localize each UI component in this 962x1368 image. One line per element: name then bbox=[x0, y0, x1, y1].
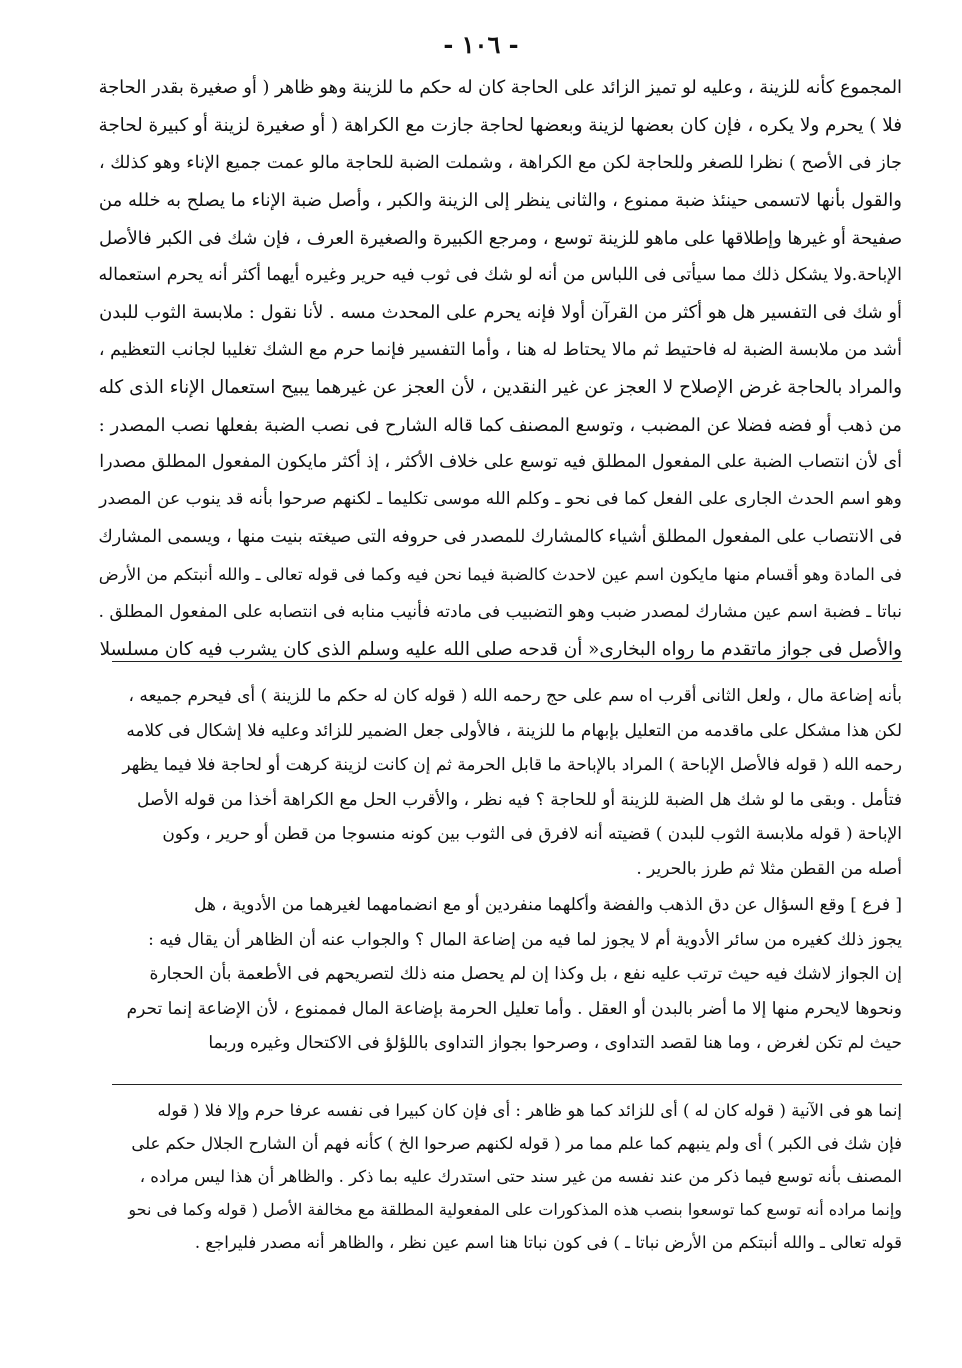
main-text-line: فى المادة وهو أقسام منها مايكون اسم عين لاحدث كالضبة فيما نحن فيه وكما فى قوله تعالى ـ والله أنبتكم من الأرض bbox=[98, 565, 902, 585]
footnote-line: فتأمل . وبقى ما لو شك هل الضبة للزينة أو للحاجة ؟ فيه نظر ، والأقرب الحل مع الكراهة أخذا من قوله الأصل bbox=[137, 789, 902, 810]
footnote-line: ونحوها لايحرم منها إلا ما أضر بالبدن أو العقل . وأما تعليل الحرمة بإضاعة المال فممنوع ، لأن الإضاعة إنما تحرم bbox=[126, 998, 902, 1019]
main-text-line: جاز فى الأصح ) نظرا للصغر وللحاجة لكن مع الكراهة ، وشملت الضبة للحاجة مالو عمت جميع الإناء وهو كذلك ، bbox=[98, 152, 902, 173]
main-text-line: الإباحة.ولا يشكل ذلك مما سيأتى فى اللباس من أنه لو شك فى ثوب فيه حرير وغيره أيهما أكثر أنه يحرم استعماله bbox=[98, 265, 902, 286]
footnote-line: إنما هو فى الآنية ( قوله كان له ) أى للزائد كما هو ظاهر : أى فإن كان كبيرا فى نفسه عرفا حرم وإلا فلا ( قوله bbox=[157, 1101, 902, 1120]
page-number: - ١٠٦ - bbox=[443, 30, 519, 59]
main-text-line: أى لأن انتصاب الضبة على المفعول المطلق فيه توسع على خلاف الأكثر ، إذ أكثر مايكون المفعول المطلق مصدرا bbox=[99, 452, 902, 473]
main-text-line: وهو اسم الحدث الجارى على الفعل كما فى نحو ـ وكلم الله موسى تكليما ـ لكنهم صرحوا بأنه قد ينوب عن المصدر bbox=[99, 489, 902, 510]
footnote-divider bbox=[112, 661, 902, 662]
footnote-line: لكن هذا مشكل على ماقدمه من التعليل بإبهام ما للزينة ، فالأولى جعل الضمير للزائد وعليه فلا إشكال فى كلامه bbox=[126, 720, 902, 741]
main-text-line: والأصل فى جواز ماتقدم ما رواه البخارى« أن قدحه صلى الله عليه وسلم الذى كان يشرب فيه كان مسلسلا bbox=[99, 639, 902, 661]
footnote-line: حيث لم تكن لغرض ، وما هنا لقصد التداوى ، وصرحوا بجواز التداوى باللؤلؤ فى الاكتحال وغيره وربما bbox=[208, 1033, 902, 1053]
main-text-line: فى الانتصاب على المفعول المطلق أشياء كالمشارك للمصدر فى حروفه التى صيغته بنيت منها ، ويسمى المشارك bbox=[98, 526, 902, 547]
footnote-block bbox=[92, 888, 902, 1061]
footnote-block bbox=[112, 1094, 902, 1259]
footnote-line: بأنه إضاعة مال ، ولعل الثانى أقرب اه سم على حج رحمه الله ( قوله كان له حكم ما للزينة ) أى فيحرم جميعه ، bbox=[128, 686, 902, 706]
footnote-block bbox=[92, 679, 902, 886]
footnote-line: أصله من القطن مثلا ثم طرز بالحرير . bbox=[636, 858, 902, 879]
footnote-line: [ فرع ] وقع السؤال عن دق الذهب والفضة وأكلهما منفردين أو مع انضمامهما لغيرهما من الأدوية ، هل bbox=[194, 895, 902, 915]
footnote-line: وإنما مراده أنه توسع كما توسعوا بنصب هذه المذكورات على المفعولية المطلقة مع مخالفة الأصل ( قوله وكما فى نحو bbox=[128, 1200, 902, 1219]
footnote-divider bbox=[112, 1084, 902, 1085]
footnote-line: رحمه الله ( قوله فالأصل الإباحة ) المراد بالإباحة ما قابل الحرمة ثم إن كانت لزينة كرهت أو لحاجة فلا فيما يظهر bbox=[122, 755, 902, 775]
footnote-line: يجوز ذلك كغيره من سائر الأدوية أم لا يجوز لما فيه من إضاعة المال ؟ والجواب عنه أن الظاهر أن يقال فيه : bbox=[148, 929, 902, 950]
main-text-line: صفيحة أو غيرها وإطلاقها على ماهو للزينة توسع ، ومرجع الكبيرة والصغيرة العرف ، فإن شك فى الكبر فالأصل bbox=[98, 227, 902, 249]
main-text bbox=[82, 70, 902, 669]
main-text-line: والمراد بالحاجة غرض الإصلاح لا العجز عن غير النقدين ، لأن العجز عن غيرهما يبيح استعمال الإناء الذى كله bbox=[98, 377, 902, 399]
main-text-line: أشد من ملابسة الضبة له فاحتيط ثم مالا يحتاط له هنا ، وأما التفسير فإنما حرم مع الشك تغليبا لجانب التعظيم ، bbox=[98, 339, 902, 360]
footnote-line: الإباحة ( قوله ملابسة الثوب للبدن ) قضيته أنه لافرق فى الثوب بين كونه منسوجا من قطن أو حرير ، وكون bbox=[162, 824, 902, 844]
main-text-line: والقول بأنها لاتسمى حينئذ ضبة ممنوع ، والثانى ينظر إلى الزينة والكبر ، وأصل ضبة الإناء ما يصلح به خلله من bbox=[98, 190, 902, 212]
footnote-line: قوله تعالى ـ والله أنبتكم من الأرض نباتا ـ ) فى كون نباتا هنا اسم عين نظر ، والظاهر أنه مصدر فليراجع . bbox=[194, 1233, 902, 1252]
footnote-line: إن الجواز لاشك فيه حيث ترتب عليه نفع ، بل وكذا إن لم يحصل منه ذلك لتصريحهم فى الأطعمة بأن الحجارة bbox=[149, 964, 902, 984]
main-text-line: المجموع كأنه للزينة ، وعليه لو تميز الزائد على الحاجة كان له حكم ما للزينة وهو ظاهر ( أو صغيرة بقدر الحاجة bbox=[98, 78, 902, 98]
main-text-line: من ذهب أو فضه فضلا عن المضبب ، وتوسع المصنف كما قاله الشارح فى نصب الضبة بفعلها نصب المصدر : bbox=[98, 414, 902, 436]
footnote-line: المصنف بأنه توسع فيما ذكر من عند نفسه من غير سند حتى استدرك عليه بما ذكر . والظاهر أن هذا ليس مراده ، bbox=[139, 1167, 902, 1186]
main-text-line: نباتا ـ فضبة اسم عين مشارك لمصدر ضبب وهو التضبيب فى مادته فأنيب منابه فى انتصابه على المفعول المطلق . bbox=[98, 601, 902, 622]
footnote-line: فإن شك فى الكبر ) أى ولم ينبهم كما علم مما مر ( قوله لكنهم صرحوا الخ ) كأنه فهم أن الشارح الجلال حكم على bbox=[131, 1134, 902, 1153]
main-text-line: أو شك فى التفسير هل هو أكثر من القرآن أولا فإنه يحرم على المحدث مسه . لأنا نقول : ملابسة الثوب للبدن bbox=[99, 302, 902, 324]
main-text-line: فلا ) يحرم ولا يكره ، فإن كان بعضها لزينة وبعضها لحاجة جازت مع الكراهة ( أو صغيرة لزينة أو كبيرة لحاجة bbox=[98, 115, 902, 137]
